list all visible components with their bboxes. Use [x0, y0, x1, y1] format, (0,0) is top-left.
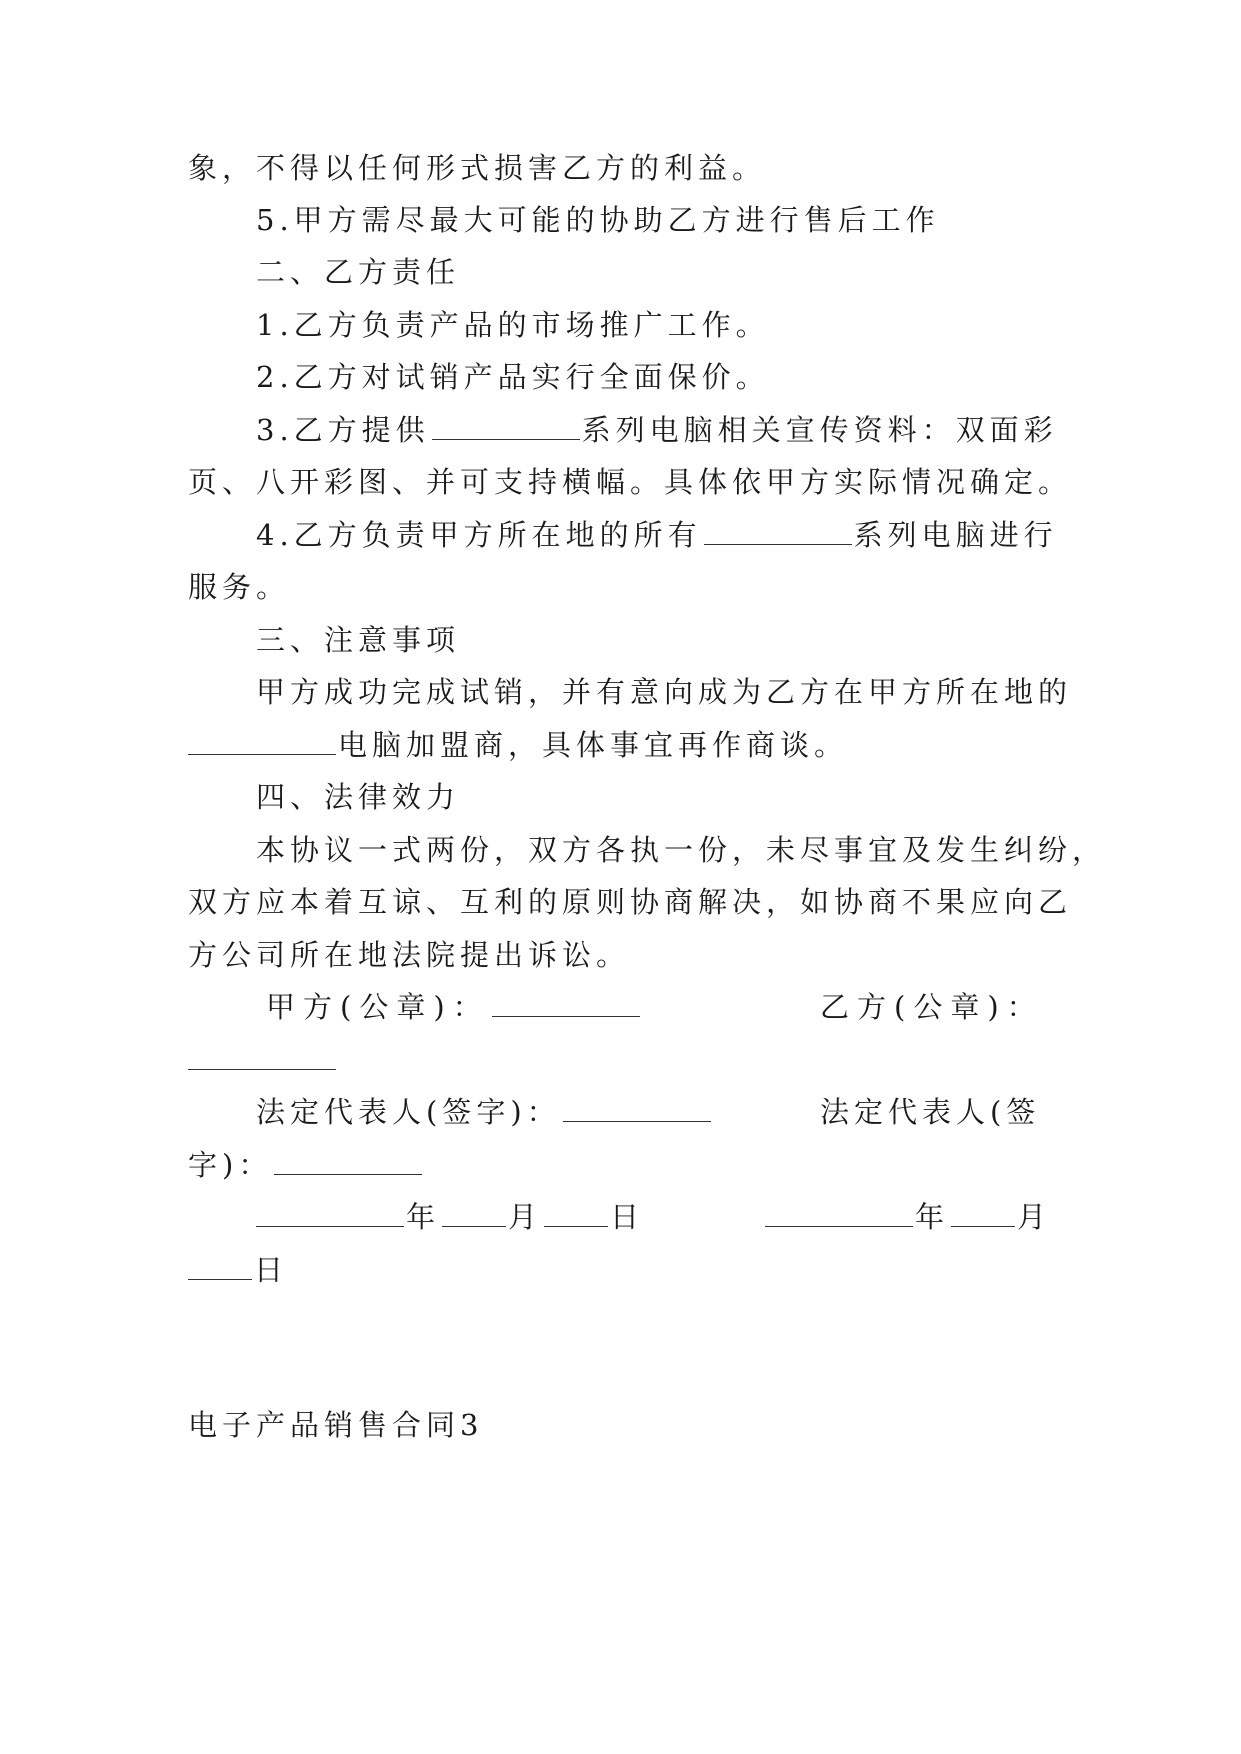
fill-blank: [765, 1200, 913, 1227]
fill-blank: [951, 1200, 1015, 1227]
legal-paragraph: 本协议一式两份，双方各执一份，未尽事宜及发生纠纷，: [256, 833, 1107, 867]
fill-blank: [188, 728, 336, 755]
clause-party-b-4-cont: 服务。: [188, 570, 291, 604]
date-party-a: [256, 1197, 644, 1237]
clause-party-b-3-cont: 页、八开彩图、并可支持横幅。具体依甲方实际情况确定。: [188, 465, 1073, 499]
clause-party-b-3: [256, 410, 1058, 450]
rep-label: 字)：: [188, 1148, 273, 1182]
fill-blank: [274, 1148, 422, 1175]
notes-paragraph: 甲方成功完成试销，并有意向成为乙方在甲方所在地的: [256, 675, 1073, 709]
legal-paragraph-cont: 双方应本着互谅、互利的原则协商解决，如协商不果应向乙: [188, 885, 1073, 919]
fill-blank: [188, 1253, 252, 1280]
seal-party-b: [820, 987, 1044, 1027]
clause-party-b-1: 1.乙方负责产品的市场推广工作。: [256, 308, 770, 342]
clause-party-b-4: [256, 515, 1058, 555]
date-day-label: 日: [610, 1200, 645, 1234]
section-heading-legal: 四、法律效力: [256, 780, 461, 814]
rep-party-b-cont: [188, 1145, 424, 1185]
section-heading-party-b: 二、乙方责任: [256, 255, 461, 289]
date-month-label: 月: [1017, 1200, 1052, 1234]
rep-party-a: [256, 1092, 713, 1132]
clause-continuation: 象，不得以任何形式损害乙方的利益。: [188, 151, 767, 185]
date-party-b-cont: [188, 1250, 288, 1290]
seal-label: 乙方(公章)：: [820, 990, 1044, 1024]
fill-blank: [563, 1095, 711, 1122]
notes-paragraph-cont: [188, 725, 848, 765]
fill-blank: [188, 1043, 336, 1070]
legal-paragraph-cont: 方公司所在地法院提出诉讼。: [188, 938, 631, 972]
date-year-label: 年: [406, 1200, 441, 1234]
date-day-label: 日: [254, 1253, 289, 1287]
rep-label: 法定代表人(签: [820, 1095, 1041, 1129]
rep-label: 法定代表人(签字)：: [256, 1095, 561, 1129]
clause-text: 电脑加盟商，具体事宜再作商谈。: [338, 728, 849, 762]
date-month-label: 月: [508, 1200, 543, 1234]
clause-text: 4.乙方负责甲方所在地的所有: [256, 518, 702, 552]
clause-text: 3.乙方提供: [256, 413, 430, 447]
fill-blank: [544, 1200, 608, 1227]
fill-blank: [432, 413, 580, 440]
rep-party-b: [820, 1092, 1040, 1132]
fill-blank: [256, 1200, 404, 1227]
date-year-label: 年: [915, 1200, 950, 1234]
date-party-b: [765, 1197, 1051, 1237]
clause-text: 系列电脑进行: [853, 518, 1058, 552]
fill-blank: [442, 1200, 506, 1227]
clause-party-b-2: 2.乙方对试销产品实行全面保价。: [256, 360, 770, 394]
seal-label: 甲方(公章)：: [266, 990, 490, 1024]
next-contract-title: 电子产品销售合同3: [188, 1408, 484, 1442]
fill-blank: [492, 990, 640, 1017]
clause-party-a-5: 5.甲方需尽最大可能的协助乙方进行售后工作: [256, 203, 940, 237]
section-heading-notes: 三、注意事项: [256, 623, 461, 657]
clause-text: 系列电脑相关宣传资料：双面彩: [581, 413, 1058, 447]
fill-blank: [704, 518, 852, 545]
seal-party-a: [266, 987, 642, 1027]
seal-party-b-blank: [188, 1040, 338, 1080]
